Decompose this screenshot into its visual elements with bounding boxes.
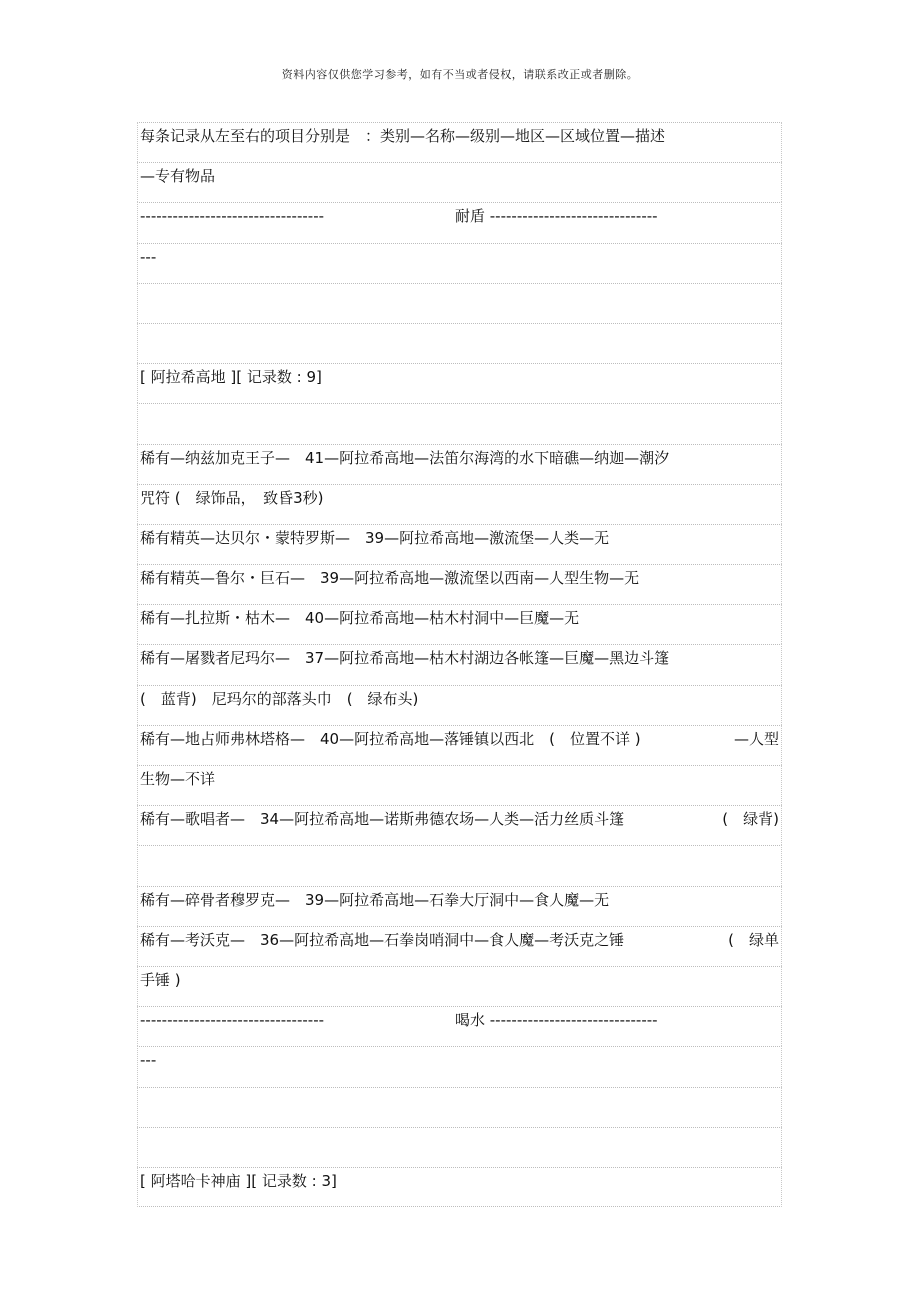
record-row <box>137 524 782 564</box>
separator-dashes-tail: --- <box>140 1051 157 1070</box>
record-row <box>137 886 782 926</box>
separator-dashes-left: ---------------------------------- <box>140 1011 325 1030</box>
record-row <box>137 644 782 684</box>
section-title: 耐盾 ------------------------------- <box>455 207 658 226</box>
region-header: [ 阿塔哈卡神庙 ][ 记录数 : 3] <box>140 1171 337 1190</box>
record-row <box>137 564 782 604</box>
region-header-row <box>137 363 782 403</box>
intro-text-continued: —专有物品 <box>140 167 216 186</box>
record-text: 稀有—地占师弗林塔格— 40—阿拉希高地—落锤镇以西北 ( 位置不详 ) <box>140 729 641 748</box>
record-row-continued <box>137 685 782 725</box>
empty-row <box>137 323 782 363</box>
record-row <box>137 725 782 765</box>
record-text: 咒符 ( 绿饰品， 致昏3秒) <box>140 488 324 507</box>
empty-row <box>137 1087 782 1127</box>
record-text: 生物—不详 <box>140 770 216 788</box>
intro-row <box>137 122 782 162</box>
record-text: ( 蓝背) 尼玛尔的部落头巾 ( 绿布头) <box>140 689 419 708</box>
record-row <box>137 926 782 966</box>
record-row <box>137 805 782 845</box>
section-separator <box>137 202 782 242</box>
record-text: 稀有精英—达贝尔・蒙特罗斯— 39—阿拉希高地—激流堡—人类—无 <box>140 528 610 547</box>
record-text: 稀有—碎骨者穆罗克— 39—阿拉希高地—石拳大厅洞中—食人魔—无 <box>140 890 610 909</box>
separator-tail-row <box>137 1046 782 1086</box>
separator-dashes-left: ---------------------------------- <box>140 207 325 226</box>
record-text: 稀有—考沃克— 36—阿拉希高地—石拳岗哨洞中—食人魔—考沃克之锤 <box>140 930 625 949</box>
separator-tail-row <box>137 243 782 283</box>
region-header-row <box>137 1167 782 1207</box>
record-row <box>137 604 782 644</box>
record-text: 稀有—屠戮者尼玛尔— 37—阿拉希高地—枯木村湖边各帐篷—巨魔—黑边斗篷 <box>140 649 670 668</box>
intro-row-continued <box>137 162 782 202</box>
record-text-tail: ( 绿单 <box>728 930 779 949</box>
record-row-continued <box>137 765 782 805</box>
record-text-tail: —人型 <box>733 729 779 748</box>
record-text: 手锤 ) <box>140 970 181 989</box>
empty-row <box>137 403 782 443</box>
record-table <box>137 122 782 1207</box>
section-title: 喝水 ------------------------------- <box>455 1011 658 1030</box>
empty-row <box>137 283 782 323</box>
intro-text: 每条记录从左至右的项目分别是 ：类别—名称—级别—地区—区域位置—描述 <box>140 127 666 145</box>
record-text-tail: ( 绿背) <box>722 810 779 829</box>
section-separator <box>137 1006 782 1046</box>
record-text: 稀有精英—鲁尔・巨石— 39—阿拉希高地—激流堡以西南—人型生物—无 <box>140 569 640 588</box>
copyright-note: 资料内容仅供您学习参考，如有不当或者侵权，请联系改正或者删除。 <box>281 68 639 81</box>
record-text: 稀有—扎拉斯・枯木— 40—阿拉希高地—枯木村洞中—巨魔—无 <box>140 609 580 628</box>
record-row <box>137 444 782 484</box>
empty-row <box>137 845 782 885</box>
separator-dashes-tail: --- <box>140 247 157 266</box>
record-row-continued <box>137 966 782 1006</box>
empty-row <box>137 1127 782 1167</box>
region-header: [ 阿拉希高地 ][ 记录数 : 9] <box>140 368 322 387</box>
record-text: 稀有—歌唱者— 34—阿拉希高地—诺斯弗德农场—人类—活力丝质斗篷 <box>140 810 625 829</box>
record-text: 稀有—纳兹加克王子— 41—阿拉希高地—法笛尔海湾的水下暗礁—纳迦—潮汐 <box>140 448 670 467</box>
record-row-continued <box>137 484 782 524</box>
